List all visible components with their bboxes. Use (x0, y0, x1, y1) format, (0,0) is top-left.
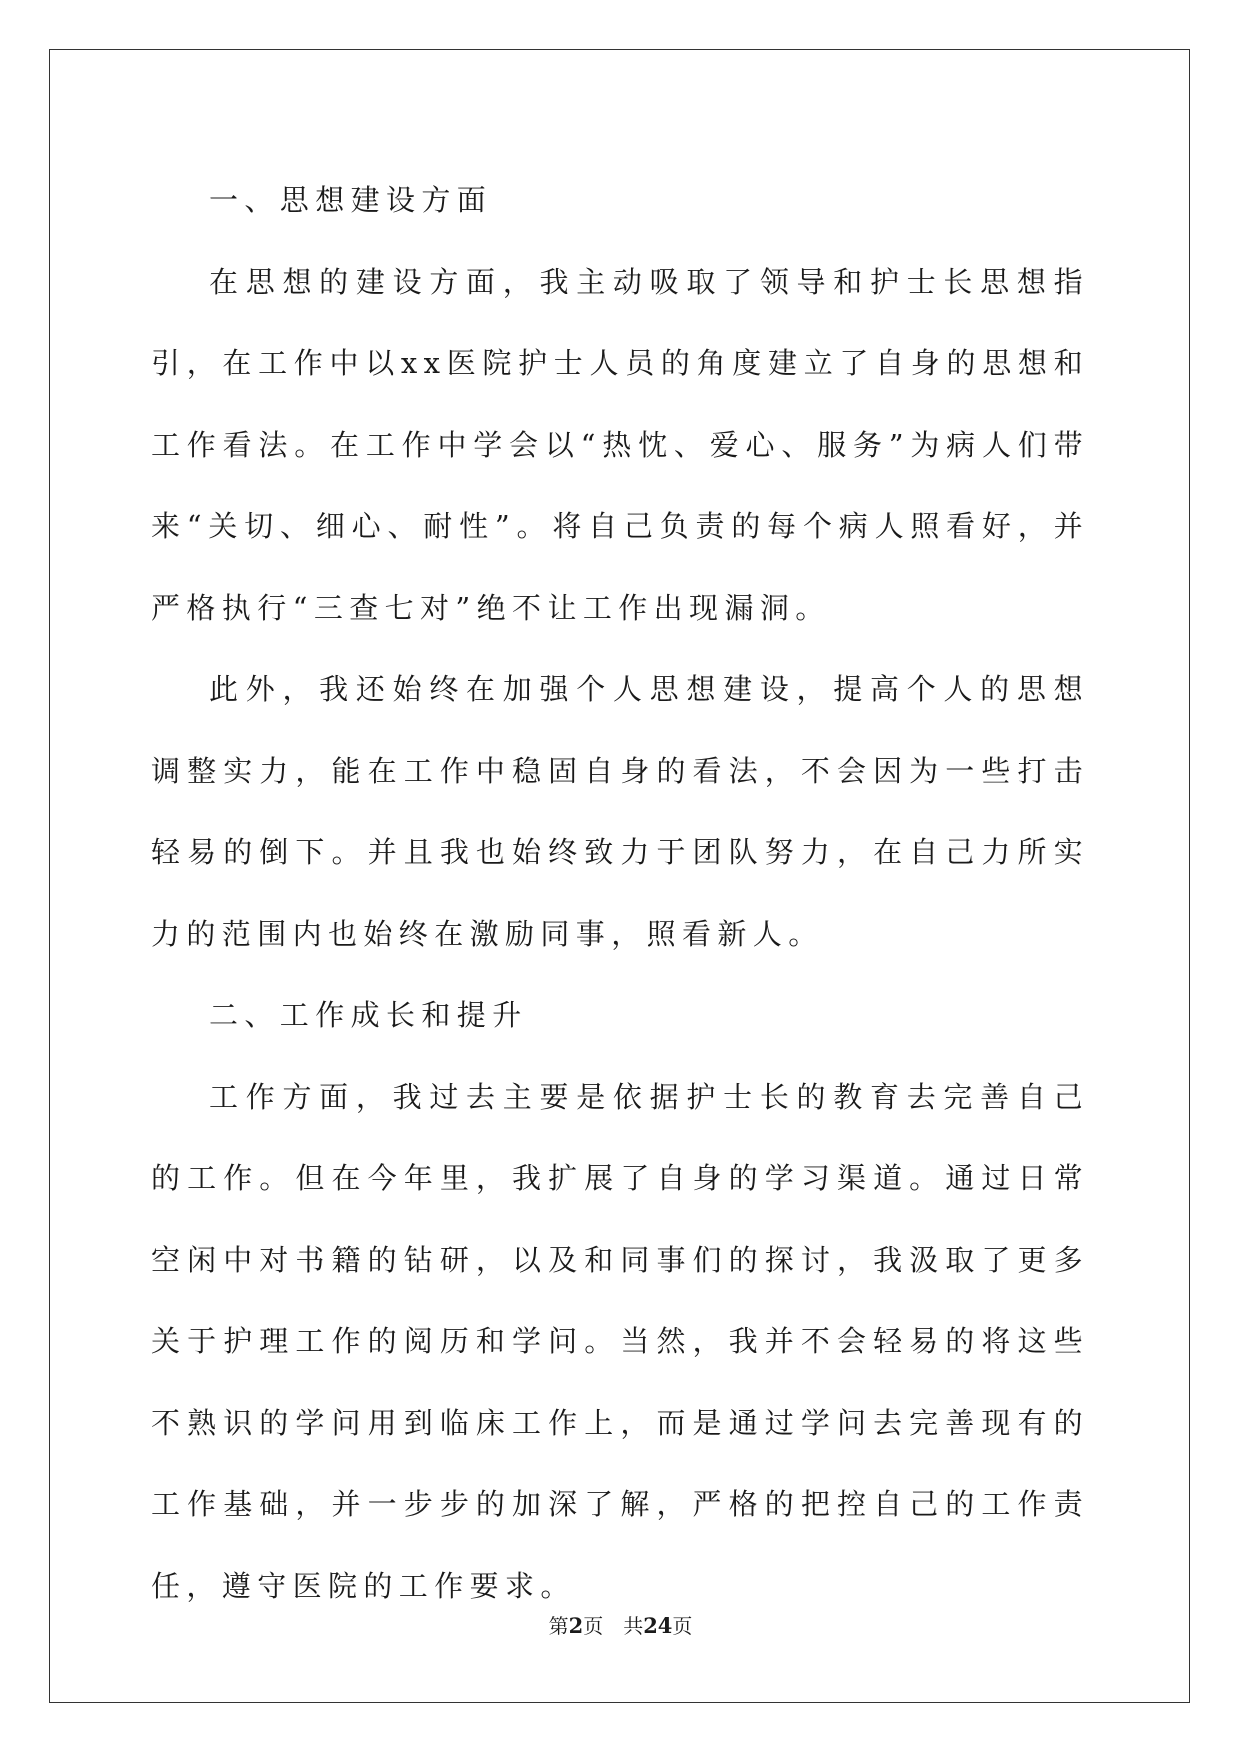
body-paragraph: 在思想的建设方面，我主动吸取了领导和护士长思想指引，在工作中以xx医院护士人员的角度建立了自身的思想和工作看法。在工作中学会以“热忱、爱心、服务”为病人们带来“关切、细心、耐性”。将自己负责的每个病人照看好，并严格执行“三查七对”绝不让工作出现漏洞。 (151, 264, 1089, 625)
document-body (151, 160, 1089, 1627)
section-heading: 二、工作成长和提升 (209, 998, 528, 1032)
body-paragraph: 此外，我还始终在加强个人思想建设，提高个人的思想调整实力，能在工作中稳固自身的看法，不会因为一些打击轻易的倒下。并且我也始终致力于团队努力，在自己力所实力的范围内也始终在激励同事，照看新人。 (151, 672, 1089, 951)
body-paragraph: 工作方面，我过去主要是依据护士长的教育去完善自己的工作。但在今年里，我扩展了自身的学习渠道。通过日常空闲中对书籍的钻研，以及和同事们的探讨，我汲取了更多关于护理工作的阅历和学问。当然，我并不会轻易的将这些不熟识的学问用到临床工作上，而是通过学问去完善现有的工作基础，并一步步的加深了解，严格的把控自己的工作责任，遵守医院的工作要求。 (151, 1079, 1089, 1603)
page-number-total: 24 (643, 1613, 673, 1638)
page-number-prefix: 第 (548, 1614, 569, 1638)
page-footer (0, 1614, 1241, 1638)
page-number-suffix: 页 (583, 1614, 604, 1638)
page-number-current: 2 (568, 1613, 584, 1638)
page-total-suffix: 页 (672, 1614, 693, 1638)
section-heading: 一、思想建设方面 (209, 183, 493, 217)
page-total-prefix: 共 (623, 1614, 644, 1638)
